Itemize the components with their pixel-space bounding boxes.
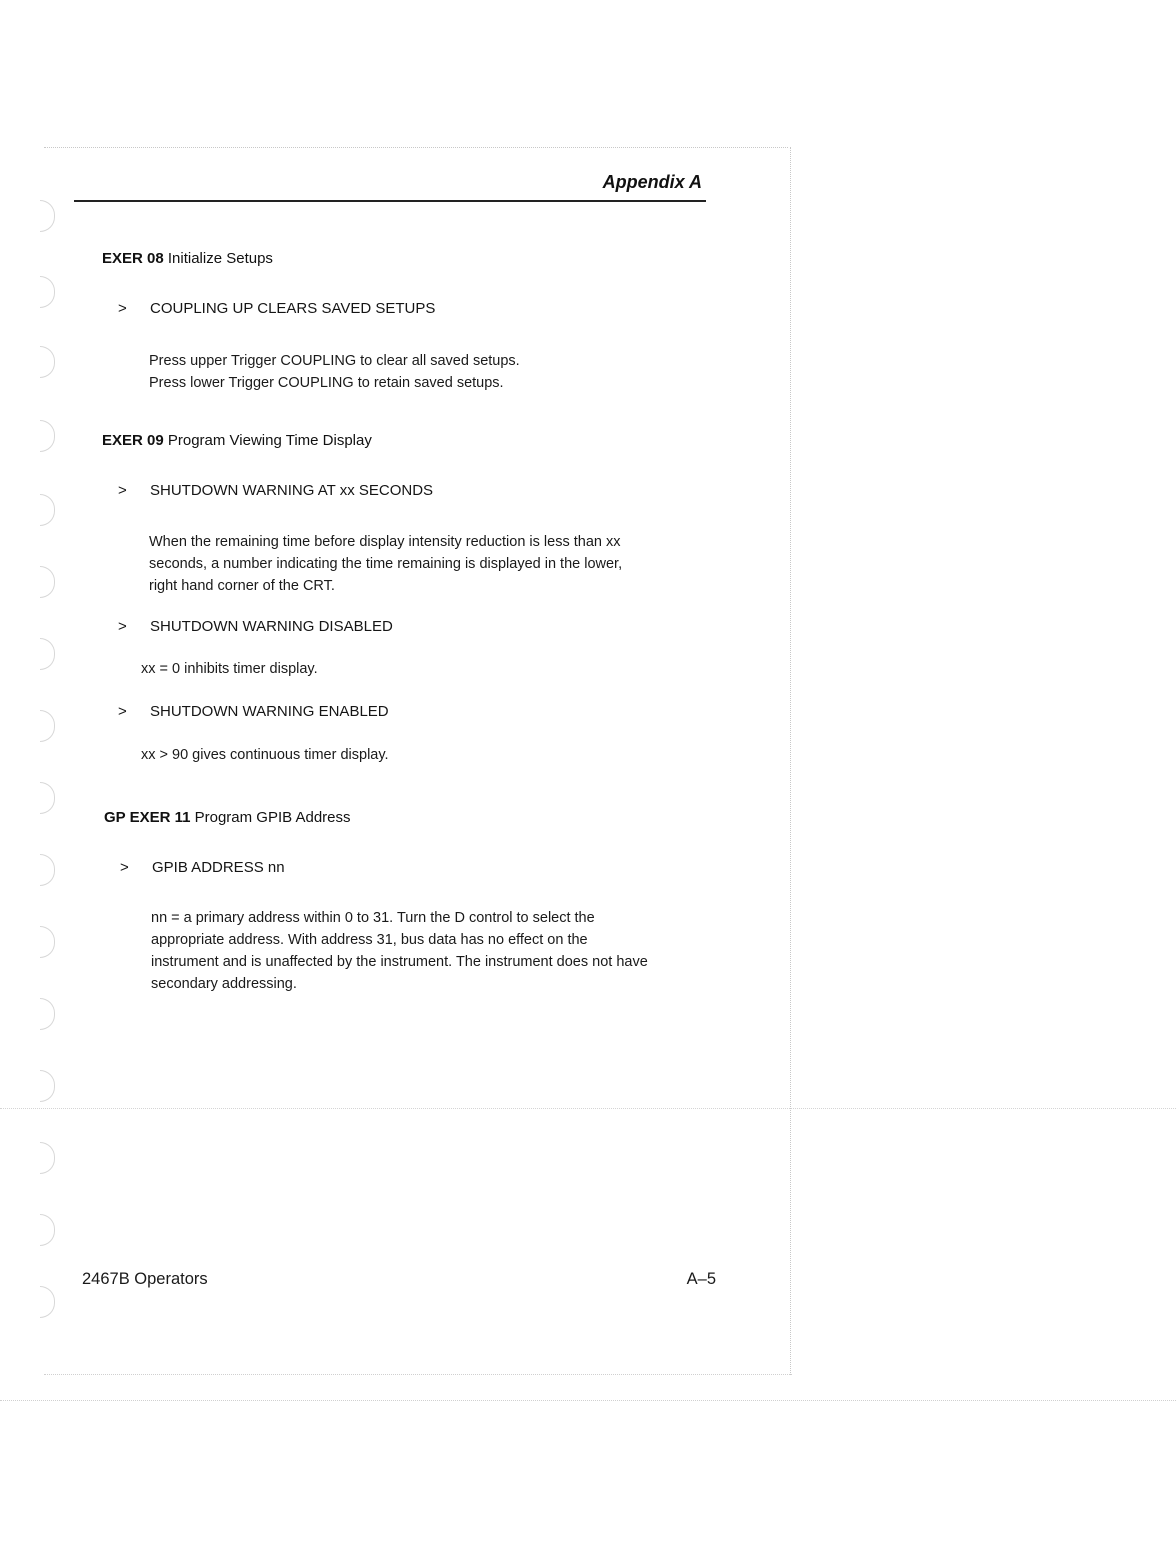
prompt-coupling-up [118, 300, 435, 317]
binder-hole [40, 998, 55, 1030]
binder-hole [40, 346, 55, 378]
description-line: Press lower Trigger COUPLING to retain saved setups. [149, 375, 504, 391]
section-title: Initialize Setups [167, 250, 273, 267]
binder-hole [40, 494, 55, 526]
binder-hole [40, 1214, 55, 1246]
binder-hole [40, 420, 55, 452]
scan-edge-top [44, 147, 788, 148]
section-code: GP EXER 11 [104, 809, 191, 826]
prompt-description [151, 907, 648, 995]
binder-hole [40, 276, 55, 308]
section-code: EXER 09 [102, 432, 164, 449]
description-line: When the remaining time before display intensity reduction is less than xx [149, 534, 621, 550]
section-heading-exer-09 [102, 432, 372, 449]
page-header-title: Appendix A [602, 172, 702, 192]
binder-hole [40, 854, 55, 886]
section-heading-gp-exer-11 [104, 809, 351, 826]
section-code: EXER 08 [102, 250, 164, 267]
prompt-text: SHUTDOWN WARNING DISABLED [150, 618, 393, 635]
prompt-gpib-address [120, 859, 285, 876]
binder-hole [40, 1070, 55, 1102]
section-title: Program Viewing Time Display [167, 432, 372, 449]
scan-line [0, 1108, 1176, 1109]
prompt-description [149, 531, 622, 597]
binder-hole [40, 782, 55, 814]
description-line: appropriate address. With address 31, bus data has no effect on the [151, 932, 588, 948]
binder-hole [40, 926, 55, 958]
description-line: Press upper Trigger COUPLING to clear all saved setups. [149, 353, 520, 369]
prompt-marker: > [118, 703, 127, 720]
prompt-marker: > [118, 482, 127, 499]
description-line: secondary addressing. [151, 976, 297, 992]
prompt-marker: > [120, 859, 129, 876]
binder-hole [40, 710, 55, 742]
scan-edge-bottom [44, 1374, 792, 1375]
prompt-text: SHUTDOWN WARNING AT xx SECONDS [150, 482, 434, 499]
prompt-description [141, 658, 318, 680]
binder-hole [40, 638, 55, 670]
prompt-description [141, 744, 389, 766]
description-line: nn = a primary address within 0 to 31. Turn the D control to select the [151, 910, 595, 926]
description-line: seconds, a number indicating the time remaining is displayed in the lower, [149, 556, 623, 572]
scan-line [0, 1400, 1176, 1401]
description-line: xx > 90 gives continuous timer display. [141, 747, 389, 763]
section-title: Program GPIB Address [194, 809, 351, 826]
prompt-text: COUPLING UP CLEARS SAVED SETUPS [150, 300, 436, 317]
footer-manual-name: 2467B Operators [82, 1270, 208, 1288]
header-rule [74, 200, 706, 202]
binder-hole [40, 566, 55, 598]
description-line: xx = 0 inhibits timer display. [141, 661, 318, 677]
prompt-shutdown-warning-at [118, 482, 433, 499]
footer-page-number: A–5 [686, 1270, 716, 1288]
prompt-shutdown-enabled [118, 703, 389, 720]
section-heading-exer-08 [102, 250, 273, 267]
prompt-marker: > [118, 300, 127, 317]
prompt-marker: > [118, 618, 127, 635]
description-line: right hand corner of the CRT. [149, 578, 335, 594]
prompt-description [149, 350, 520, 394]
prompt-text: SHUTDOWN WARNING ENABLED [150, 703, 389, 720]
binder-hole [40, 1286, 55, 1318]
prompt-text: GPIB ADDRESS nn [152, 859, 285, 876]
scan-edge-right [790, 147, 791, 1375]
prompt-shutdown-disabled [118, 618, 393, 635]
description-line: instrument and is unaffected by the instrument. The instrument does not have [151, 954, 648, 970]
binder-hole [40, 200, 55, 232]
binder-hole [40, 1142, 55, 1174]
